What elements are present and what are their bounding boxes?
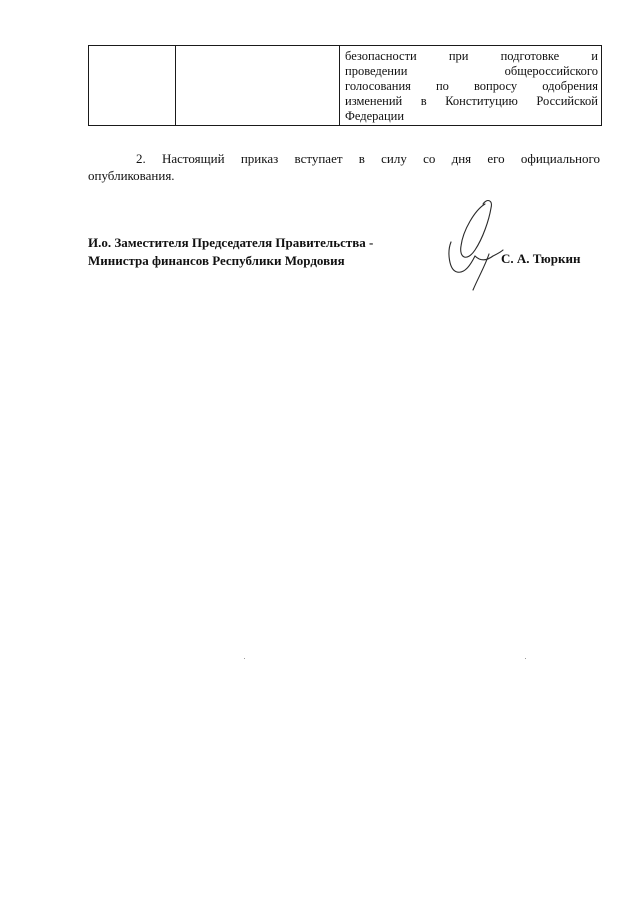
scan-speck	[244, 658, 245, 659]
paragraph-line: 2. Настоящий приказ вступает в силу со дня его официального	[136, 151, 600, 166]
table-cell-line: безопасности при подготовке и	[345, 49, 598, 63]
table-cell-text	[340, 46, 602, 126]
order-paragraph-2	[88, 150, 600, 184]
scan-speck	[525, 658, 526, 659]
table-cell-line: голосования по вопросу одобрения	[345, 79, 598, 93]
signatory-title	[88, 234, 373, 270]
signatory-title-line: И.о. Заместителя Председателя Правительства -	[88, 235, 374, 250]
table-cell-line: изменений в Конституцию Российской	[345, 94, 598, 108]
document-table	[88, 45, 602, 126]
signatory-title-line: Министра финансов Республики Мордовия	[88, 253, 345, 268]
signatory-name: С. А. Тюркин	[501, 251, 581, 266]
handwritten-signature	[445, 196, 505, 296]
table-row	[89, 46, 602, 126]
table-cell-empty-1	[89, 46, 176, 126]
table-cell-empty-2	[176, 46, 340, 126]
table-cell-line: проведении общероссийского	[345, 64, 598, 78]
paragraph-line: опубликования.	[88, 168, 175, 183]
table-cell-line: Федерации	[345, 109, 405, 123]
